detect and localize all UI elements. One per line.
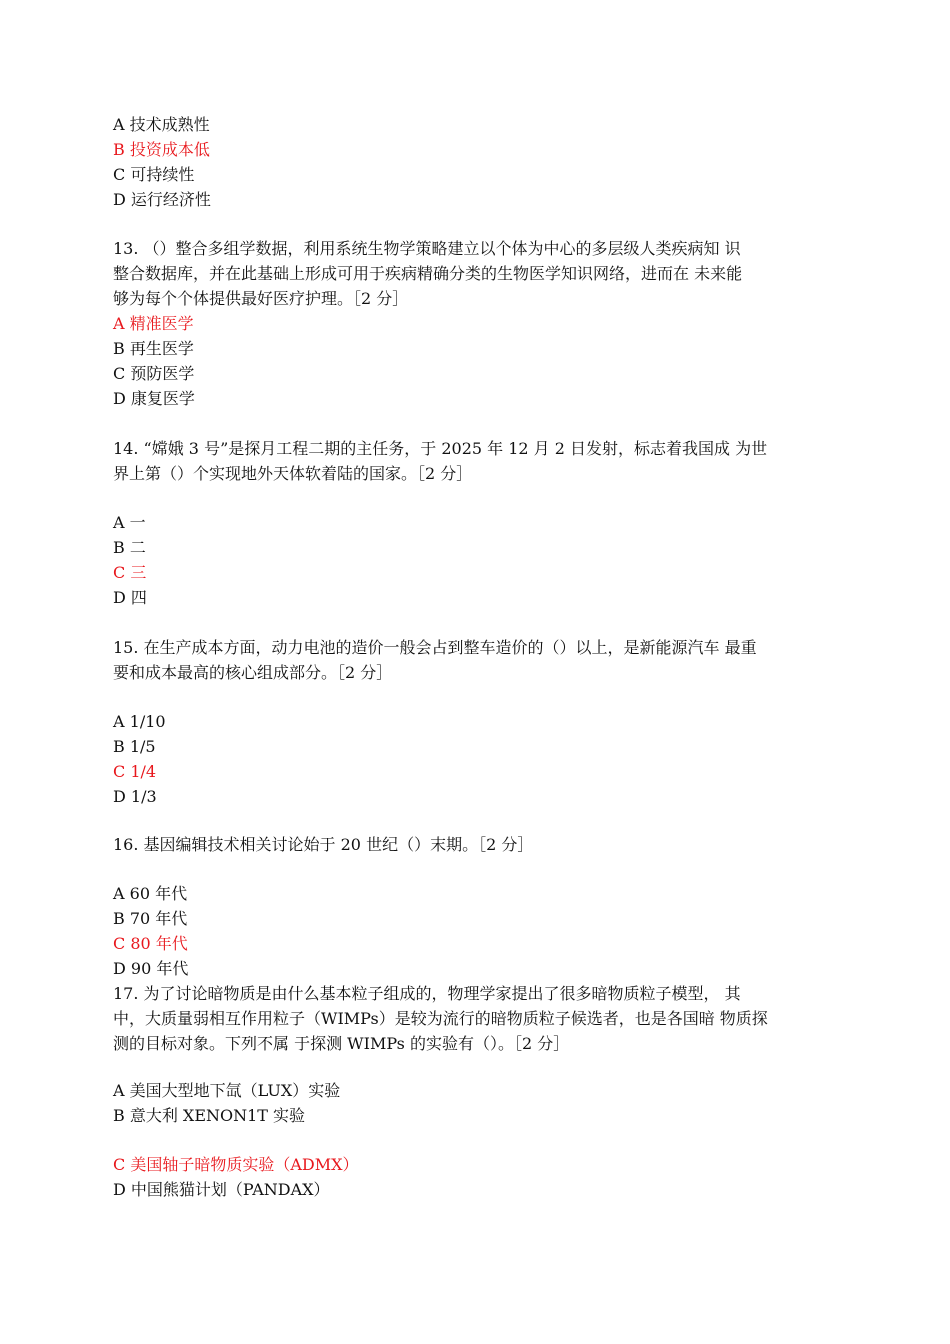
question-16-options bbox=[113, 881, 843, 981]
question-14-options bbox=[113, 510, 843, 610]
question-text-line: 13. （）整合多组学数据，利用系统生物学策略建立以个体为中心的多层级人类疾病知 识 bbox=[113, 239, 741, 258]
option-b-correct: B 投资成本低 bbox=[113, 140, 210, 159]
question-15 bbox=[113, 635, 843, 685]
option-d: D 四 bbox=[113, 588, 147, 607]
option-b: B 1/5 bbox=[113, 737, 156, 756]
option-d: D 90 年代 bbox=[113, 959, 189, 978]
option-b: B 再生医学 bbox=[113, 339, 194, 358]
question-13-options bbox=[113, 311, 843, 411]
option-c-correct: C 80 年代 bbox=[113, 934, 188, 953]
question-text-line: 够为每个个体提供最好医疗护理。［2 分］ bbox=[113, 289, 409, 308]
question-text-line: 要和成本最高的核心组成部分。［2 分］ bbox=[113, 663, 393, 682]
option-d: D 康复医学 bbox=[113, 389, 195, 408]
question-17 bbox=[113, 981, 843, 1056]
option-c-correct: C 美国轴子暗物质实验（ADMX） bbox=[113, 1155, 359, 1174]
question-16 bbox=[113, 832, 843, 857]
option-a: A 一 bbox=[113, 513, 146, 532]
question-14 bbox=[113, 436, 843, 486]
option-a: A 60 年代 bbox=[113, 884, 188, 903]
question-text-line: 14. “嫦娥 3 号”是探月工程二期的主任务，于 2025 年 12 月 2 日发射，标志着我国成 为世 bbox=[113, 439, 768, 458]
question-text-line: 整合数据库，并在此基础上形成可用于疾病精确分类的生物医学知识网络，进而在 未来能 bbox=[113, 264, 743, 283]
question-15-options bbox=[113, 709, 843, 809]
question-text-line: 界上第（）个实现地外天体软着陆的国家。［2 分］ bbox=[113, 464, 473, 483]
question-text-line: 中，大质量弱相互作用粒子（WIMPs）是较为流行的暗物质粒子候选者，也是各国暗 物质探 bbox=[113, 1009, 768, 1028]
question-text-line: 17. 为了讨论暗物质是由什么基本粒子组成的，物理学家提出了很多暗物质粒子模型， 其 bbox=[113, 984, 741, 1003]
option-c-correct: C 三 bbox=[113, 563, 147, 582]
option-b: B 意大利 XENON1T 实验 bbox=[113, 1106, 306, 1125]
question-text-line: 16. 基因编辑技术相关讨论始于 20 世纪（）末期。［2 分］ bbox=[113, 835, 534, 854]
option-a: A 技术成熟性 bbox=[113, 115, 210, 134]
option-d: D 1/3 bbox=[113, 787, 157, 806]
option-a-correct: A 精准医学 bbox=[113, 314, 194, 333]
option-a: A 1/10 bbox=[113, 712, 166, 731]
option-a: A 美国大型地下氙（LUX）实验 bbox=[113, 1081, 341, 1100]
question-text-line: 测的目标对象。下列不属 于探测 WIMPs 的实验有（）。［2 分］ bbox=[113, 1034, 570, 1053]
prev-question-options bbox=[113, 112, 843, 212]
option-d: D 中国熊猫计划（PANDAX） bbox=[113, 1180, 330, 1199]
option-c: C 预防医学 bbox=[113, 364, 195, 383]
option-c: C 可持续性 bbox=[113, 165, 195, 184]
option-b: B 70 年代 bbox=[113, 909, 188, 928]
question-17-options bbox=[113, 1078, 843, 1128]
question-17-options-continued bbox=[113, 1152, 843, 1202]
question-13 bbox=[113, 236, 843, 311]
option-d: D 运行经济性 bbox=[113, 190, 211, 209]
option-b: B 二 bbox=[113, 538, 146, 557]
question-text-line: 15. 在生产成本方面，动力电池的造价一般会占到整车造价的（）以上，是新能源汽车 最重 bbox=[113, 638, 757, 657]
option-c-correct: C 1/4 bbox=[113, 762, 157, 781]
